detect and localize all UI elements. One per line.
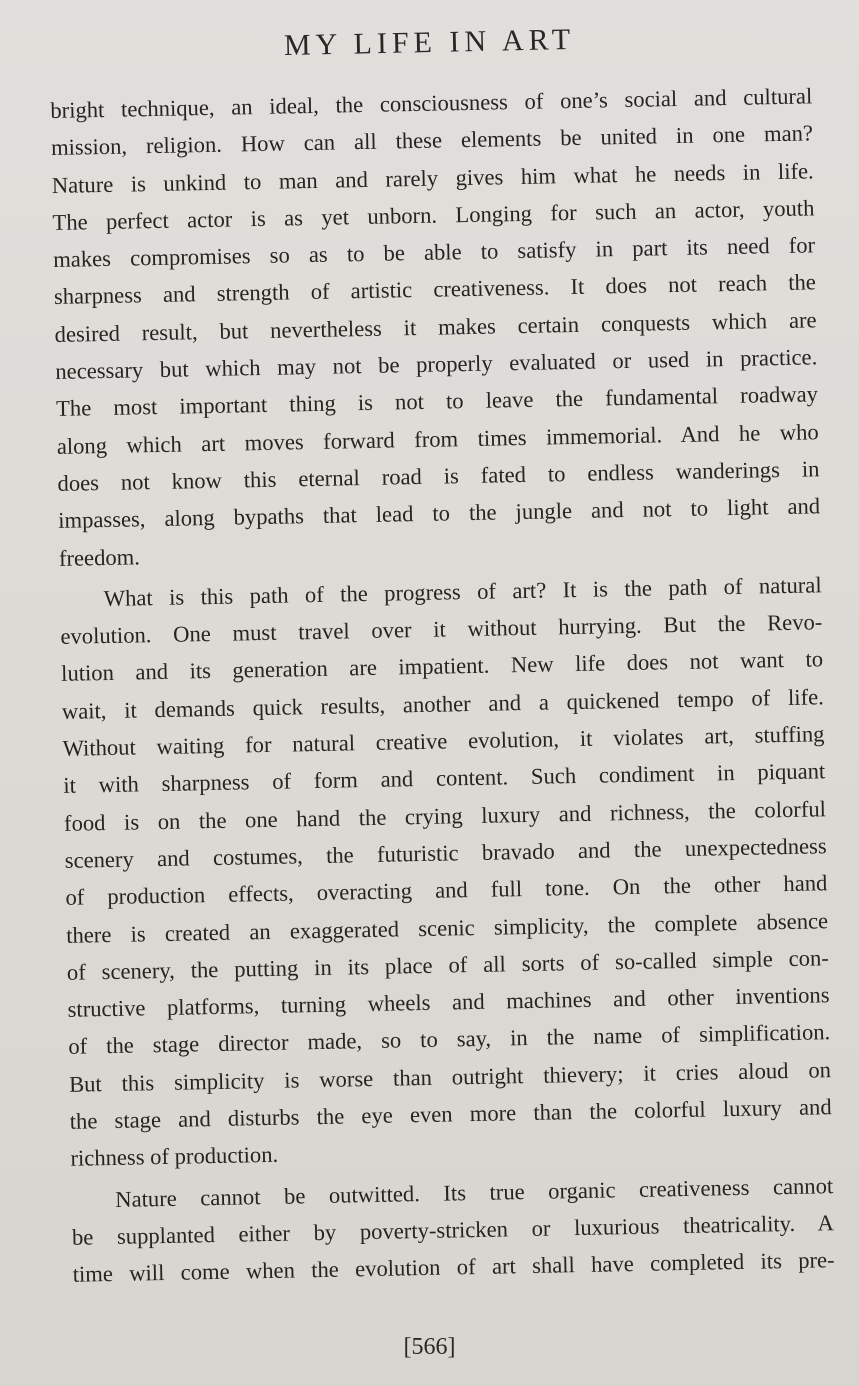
text-line: The most important thing is not to leave the fundamental roadway xyxy=(55,381,819,422)
text-line: sharpness and strength of artistic creativeness. It does not reach the xyxy=(53,269,817,310)
text-line: food is on the one hand the crying luxury and richness, the colorful xyxy=(63,795,827,836)
text-line: along which art moves forward from times immemorial. And he who xyxy=(56,418,819,459)
text-line: wait, it demands quick results, another and a quickened tempo of life. xyxy=(61,684,824,724)
text-line: structive platforms, turning wheels and machines and other inventions xyxy=(67,982,830,1022)
text-line: it with sharpness of form and content. Such condiment in piquant xyxy=(63,758,826,799)
text-line: desired result, but nevertheless it makes certain conquests which are xyxy=(54,307,817,347)
text-line: Nature cannot be outwitted. Its true organic creativeness cannot xyxy=(115,1172,834,1212)
text-line: there is created an exaggerated scenic simplicity, the complete absence xyxy=(65,907,829,948)
text-line: The perfect actor is as yet unborn. Longing for such an actor, youth xyxy=(52,195,815,235)
text-line: richness of production. xyxy=(70,1142,279,1172)
text-line: bright technique, an ideal, the consciousness of one’s social and cultural xyxy=(50,83,813,123)
text-line: be supplanted either by poverty-stricken or luxurious theatricality. A xyxy=(71,1210,835,1250)
running-head: MY LIFE IN ART xyxy=(283,22,576,63)
text-line: of the stage director made, so to say, in the name of simplification. xyxy=(68,1019,831,1060)
text-line: does not know this eternal road is fated to endless wanderings in xyxy=(57,456,820,496)
body-text xyxy=(50,77,835,1293)
text-line: But this simplicity is worse than outright thievery; it cries aloud on xyxy=(68,1056,832,1097)
text-line: of production effects, overacting and full tone. On the other hand xyxy=(65,870,828,911)
text-line: evolution. One must travel over it without hurrying. But the Revo- xyxy=(60,609,823,650)
text-line: necessary but which may not be properly evaluated or used in practice. xyxy=(55,344,818,385)
text-line: scenery and costumes, the futuristic bravado and the unexpectedness xyxy=(64,833,827,873)
paragraph xyxy=(59,566,832,1177)
text-line: Without waiting for natural creative evolution, it violates art, stuffing xyxy=(62,721,825,761)
text-line: makes compromises so as to be able to satisfy in part its need for xyxy=(52,232,816,273)
text-line: of scenery, the putting in its place of all sorts of so-called simple con- xyxy=(66,945,829,985)
text-line: impasses, along bypaths that lead to the jungle and not to light and xyxy=(57,493,821,534)
text-line: lution and its generation are impatient. New life does not want to xyxy=(60,646,824,687)
text-line: What is this path of the progress of art? It is the path of natural xyxy=(103,572,822,611)
page-number: [566] xyxy=(403,1334,456,1360)
text-line: Nature is unkind to man and rarely gives him what he needs in life. xyxy=(51,157,814,198)
text-line: freedom. xyxy=(58,543,141,571)
paragraph xyxy=(50,77,821,576)
text-line: mission, religion. How can all these elements be united in one man? xyxy=(50,120,814,161)
text-line: the stage and disturbs the eye even more than the colorful luxury and xyxy=(69,1094,832,1134)
paragraph xyxy=(71,1167,835,1293)
text-line: time will come when the evolution of art shall have completed its pre- xyxy=(72,1247,835,1287)
